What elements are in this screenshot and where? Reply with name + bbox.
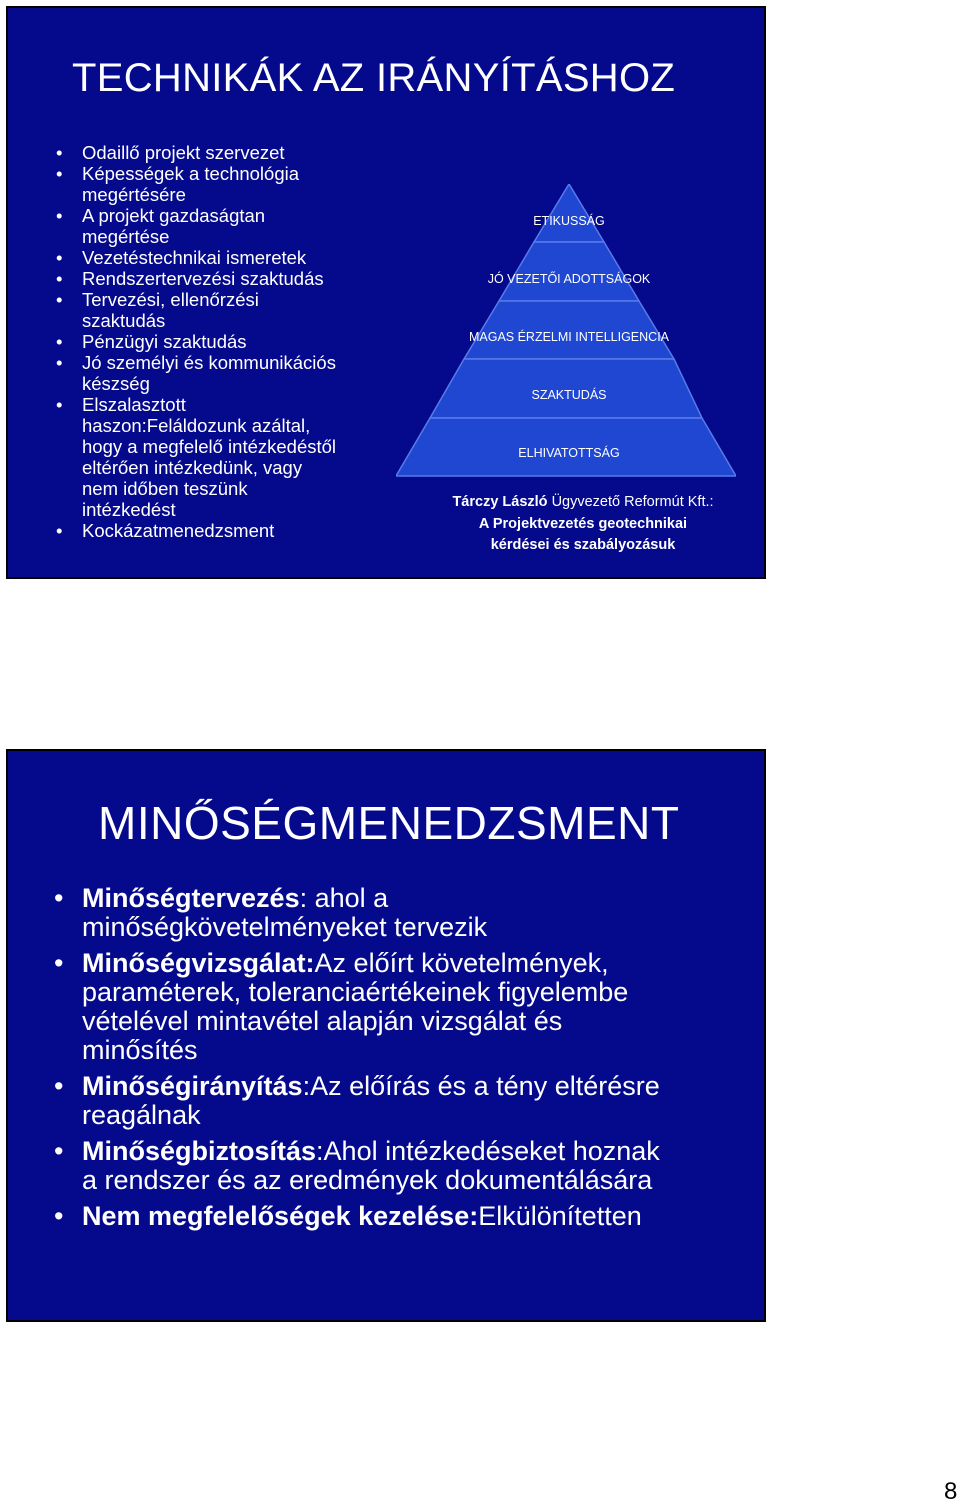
leadership-pyramid <box>396 184 736 484</box>
list-item: • Tervezési, ellenőrzési szaktudás <box>56 289 259 331</box>
bullet-icon: • <box>56 352 63 373</box>
list-item: • Rendszertervezési szaktudás <box>56 268 324 289</box>
bullet-icon: • <box>54 883 64 913</box>
quality-list <box>54 884 754 1238</box>
bullet-icon: • <box>54 1136 64 1166</box>
slide-quality-management <box>6 749 766 1322</box>
page-number: 8 <box>944 1478 958 1505</box>
caption-org: Ügyvezető Reformút Kft.: <box>551 494 714 510</box>
list-item: • Nem megfelelőségek kezelése:Elkülönítetten <box>54 1201 642 1231</box>
bullet-icon: • <box>56 331 63 352</box>
bullet-icon: • <box>56 205 63 226</box>
caption-title-line: kérdései és szabályozásuk <box>490 537 676 553</box>
caption-title-line: A Projektvezetés geotechnikai <box>478 515 688 532</box>
bullet-icon: • <box>56 520 63 541</box>
slide-title: MINŐSÉGMENEDZSMENT <box>98 797 680 849</box>
list-item: • Jó személyi és kommunikációs készség <box>56 352 336 394</box>
list-item: • Kockázatmenedzsment <box>56 520 275 541</box>
list-item: • Minőségbiztosítás:Ahol intézkedéseket hoznak a rendszer és az eredmények dokumentálására <box>54 1136 660 1195</box>
slide-techniques <box>6 6 766 579</box>
list-item: • Vezetéstechnikai ismeretek <box>56 247 307 268</box>
pyramid-label: JÓ VEZETŐI ADOTTSÁGOK <box>487 272 651 286</box>
pyramid-label: ELHIVATOTTSÁG <box>518 446 620 460</box>
slide-title: TECHNIKÁK AZ IRÁNYÍTÁSHOZ <box>72 56 676 100</box>
pyramid-label: MAGAS ÉRZELMI INTELLIGENCIA <box>468 330 670 344</box>
bullet-icon: • <box>56 394 63 415</box>
pyramid-label: ETIKUSSÁG <box>533 214 605 228</box>
item-term: Minőségvizsgálat: <box>82 948 315 978</box>
bullet-icon: • <box>56 163 63 184</box>
item-term: Minőségirányítás <box>82 1071 303 1101</box>
list-item: • Minőségvizsgálat:Az előírt követelmények, paraméterek, toleranciaértékeinek figyelembe vételével mintavétel alapján vizsgálat és minősítés <box>54 948 629 1065</box>
list-item: • Minőségirányítás:Az előírás és a tény eltérésre reagálnak <box>54 1071 660 1130</box>
list-item: • Minőségtervezés: ahol a minőségkövetelményeket tervezik <box>54 883 488 942</box>
pyramid-label: SZAKTUDÁS <box>531 388 607 402</box>
list-item: • Pénzügyi szaktudás <box>56 331 247 352</box>
item-term: Nem megfelelőségek kezelése: <box>82 1201 479 1231</box>
caption-author: Tárczy László <box>452 494 548 510</box>
bullet-icon: • <box>56 268 63 289</box>
bullet-icon: • <box>56 247 63 268</box>
pyramid-layer-ethics <box>534 184 604 242</box>
bullet-icon: • <box>56 142 63 163</box>
item-term: Minőségbiztosítás <box>82 1136 317 1166</box>
bullet-icon: • <box>56 289 63 310</box>
bullet-icon: • <box>54 948 64 978</box>
source-caption <box>408 492 758 557</box>
item-term: Minőségtervezés <box>82 883 300 913</box>
bullet-icon: • <box>54 1071 64 1101</box>
techniques-list <box>56 142 416 541</box>
bullet-icon: • <box>54 1201 64 1231</box>
list-item: • Elszalasztott haszon:Feláldozunk azáltal, hogy a megfelelő intézkedéstől eltérően intézkedünk, vagy nem időben teszünk intézkedést <box>56 394 337 520</box>
list-item: • Képességek a technológia megértésére <box>56 163 300 205</box>
list-item: • Odaillő projekt szervezet <box>56 142 285 163</box>
list-item: • A projekt gazdaságtan megértése <box>56 205 266 247</box>
